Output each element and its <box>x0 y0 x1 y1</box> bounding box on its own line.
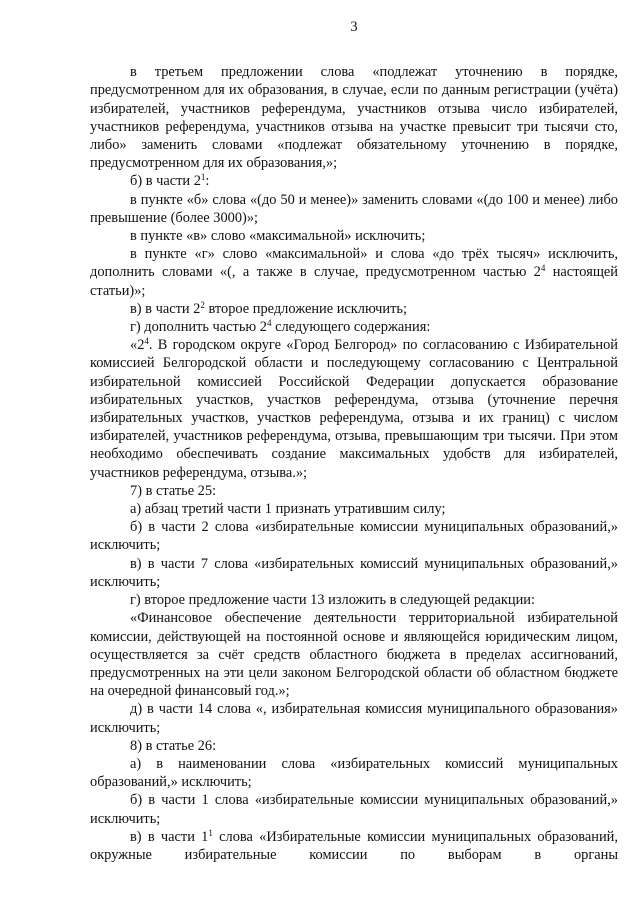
paragraph-point-b: в пункте «б» слова «(до 50 и менее)» заменить словами «(до 100 и менее) либо превышение (более 3000)»; <box>90 191 618 226</box>
paragraph-third-sentence: в третьем предложении слова «подлежат уточнению в порядке, предусмотренном для их образования, в случае, если по данным регистрации (учёта) избирателей, участников референдума, участников отзыва число избирателей, участников референдума, участников отзыва на участке превысит три тысячи сто, либо» заменить словами «подлежат обязательному уточнению в порядке, предусмотренном для их образования,»; <box>90 64 618 172</box>
paragraph-25-d: д) в части 14 слова «, избирательная комиссия муниципального образования» исключить; <box>90 701 618 736</box>
paragraph-part-2-2: в) в части $2^2$ второе предложение исключить; <box>130 299 407 317</box>
paragraph-article-26: 8) в статье 26: <box>130 737 217 754</box>
paragraph-25-v: в) в части 7 слова «избирательных комиссий муниципальных образований,» исключить; <box>90 555 618 590</box>
paragraph-26-b: б) в части 1 слова «избирательные комиссии муниципальных образований,» исключить; <box>90 792 618 827</box>
paragraph-financing: «Финансовое обеспечение деятельности территориальной избирательной комиссии, действующей на постоянной основе и являющейся юридическим лицом, осуществляется за счёт средств областного бюджета в пределах ассигнований, предусмотренных на эти цели законом Белгородской области об областном бюджете на очередной финансовый год.»; <box>90 610 618 700</box>
paragraph-25-a: а) абзац третий части 1 признать утратившим силу; <box>130 501 446 518</box>
paragraph-26-v: в) в части $1^1$ слова «Избирательные комиссии муниципальных образований, окружные избирательные комиссии по выборам в органы <box>90 827 618 863</box>
paragraph-26-a: а) в наименовании слова «избирательных комиссий муниципальных образований,» исключить; <box>90 755 618 791</box>
page-number: 3 <box>350 19 358 35</box>
paragraph-25-g: г) второе предложение части 13 изложить в следующей редакции: <box>130 592 536 609</box>
paragraph-article-25: 7) в статье 25: <box>130 482 217 499</box>
paragraph-point-v: в пункте «в» слово «максимальной» исключить; <box>130 228 426 245</box>
paragraph-part-2-4-text: «$2^4$. В городском округе «Город Белгород» по согласованию с Избирательной комиссией Белгородской области и последующему согласованию с Центральной избирательной комиссией Российской Федерации допускается образование избирательных участков, участков референдума, отзыва (уточнение перечня избирательных участков, участков референдума, отзыва и их границ) с числом избирателей, участников референдума, отзыва, превышающим три тысячи. При этом необходимо обеспечивать создание максимальных удобств для избирателей, участников референдума, отзыва.»; <box>90 336 618 481</box>
paragraph-point-g: в пункте «г» слово «максимальной» и слова «до трёх тысяч» исключить, дополнить словами «(, а также в случае, предусмотренном частью $2^4$ настоящей статьи)»; <box>90 246 619 299</box>
paragraph-part-2-1: б) в части $2^1$: <box>130 172 210 190</box>
paragraph-add-part-2-4: г) дополнить частью $2^4$ следующего содержания: <box>130 318 431 336</box>
paragraph-25-b: б) в части 2 слова «избирательные комиссии муниципальных образований,» исключить; <box>90 519 618 554</box>
